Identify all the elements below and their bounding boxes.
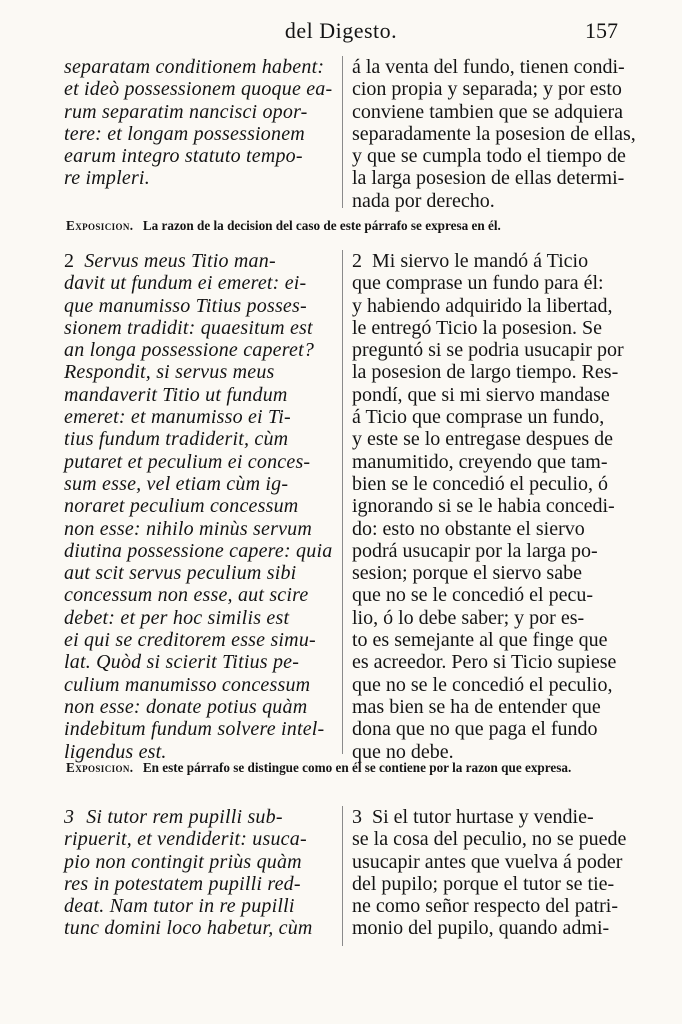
column-divider bbox=[342, 806, 343, 946]
latin-column bbox=[64, 250, 332, 763]
latin-line bbox=[64, 806, 332, 828]
latin-line: non esse: donate potius quàm bbox=[64, 695, 308, 718]
spanish-line: lio, ó lo debe saber; y por es- bbox=[352, 606, 585, 629]
latin-text: Servus meus Titio man- bbox=[84, 250, 276, 272]
spanish-line: nada por derecho. bbox=[352, 189, 495, 212]
spanish-line: y habiendo adquirido la libertad, bbox=[352, 294, 613, 317]
spanish-line: del pupilo; porque el tutor se tie- bbox=[352, 872, 615, 895]
latin-text: Si tutor rem pupilli sub- bbox=[86, 806, 283, 828]
spanish-text: Mi siervo le mandó á Ticio bbox=[372, 250, 589, 272]
exposicion-note-2 bbox=[66, 760, 626, 776]
spanish-column bbox=[352, 56, 636, 212]
paragraph-number: 2 bbox=[352, 250, 362, 272]
exposicion-note-1 bbox=[66, 218, 626, 234]
latin-line: re impleri. bbox=[64, 167, 150, 190]
spanish-line: sesion; porque el siervo sabe bbox=[352, 562, 582, 585]
spanish-line: usucapir antes que vuelva á poder bbox=[352, 850, 623, 873]
spanish-line: que no se le concedió el peculio, bbox=[352, 673, 613, 696]
exposicion-label: Exposicion. bbox=[66, 218, 134, 233]
spanish-line: le entregó Ticio la posesion. Se bbox=[352, 316, 602, 339]
latin-line: pio non contingit priùs quàm bbox=[64, 850, 302, 873]
spanish-column bbox=[352, 806, 627, 940]
spanish-line: se la cosa del peculio, no se puede bbox=[352, 828, 627, 851]
spanish-line: que no debe. bbox=[352, 740, 454, 763]
spanish-line: monio del pupilo, quando admi- bbox=[352, 917, 610, 940]
exposicion-text: En este párrafo se distingue como en él se contiene por la razon que expresa. bbox=[142, 760, 572, 775]
paragraph-number: 2 bbox=[64, 250, 75, 272]
spanish-line: cion propia y separada; y por esto bbox=[352, 78, 622, 101]
spanish-line: do: esto no obstante el siervo bbox=[352, 517, 585, 540]
exposicion-label: Exposicion. bbox=[66, 760, 134, 775]
spanish-line: podrá usucapir por la larga po- bbox=[352, 539, 598, 562]
spanish-text: Si el tutor hurtase y vendie- bbox=[372, 806, 594, 828]
spanish-line: que no se le concedió el pecu- bbox=[352, 584, 594, 607]
spanish-line bbox=[352, 250, 622, 272]
latin-column bbox=[64, 56, 332, 190]
spanish-line: conviene tambien que se adquiera bbox=[352, 100, 623, 123]
latin-line: ripuerit, et vendiderit: usuca- bbox=[64, 828, 307, 851]
latin-line: ei qui se creditorem esse simu- bbox=[64, 629, 316, 652]
latin-line: earum integro statuto tempo- bbox=[64, 145, 303, 168]
spanish-line: la posesion de largo tiempo. Res- bbox=[352, 361, 619, 384]
spanish-line: bien se le concedió el peculio, ó bbox=[352, 472, 609, 495]
latin-line: tere: et longam possessionem bbox=[64, 122, 305, 145]
spanish-line: es acreedor. Pero si Ticio supiese bbox=[352, 651, 617, 674]
spanish-line bbox=[352, 806, 622, 828]
latin-line: indebitum fundum solvere intel- bbox=[64, 718, 325, 741]
latin-line: davit ut fundum ei emeret: ei- bbox=[64, 272, 307, 295]
paragraph-number: 3 bbox=[352, 806, 362, 828]
latin-line bbox=[64, 250, 332, 272]
latin-line: non esse: nihilo minùs servum bbox=[64, 517, 312, 540]
paragraph-number: 3 bbox=[64, 806, 75, 828]
spanish-line: mas bien se ha de entender que bbox=[352, 695, 601, 718]
spanish-column bbox=[352, 250, 622, 763]
spanish-line: á Ticio que comprase un fundo, bbox=[352, 406, 605, 429]
exposicion-text: La razon de la decision del caso de este párrafo se expresa en él. bbox=[142, 218, 501, 233]
latin-column bbox=[64, 806, 332, 940]
latin-line: sum esse, vel etiam cùm ig- bbox=[64, 472, 289, 495]
latin-line: que manumisso Titius posses- bbox=[64, 294, 307, 317]
spanish-line: ne como señor respecto del patri- bbox=[352, 895, 619, 918]
spanish-line: que comprase un fundo para él: bbox=[352, 272, 604, 295]
spanish-line: á la venta del fundo, tienen condi- bbox=[352, 56, 625, 78]
latin-line: rum separatim nancisci opor- bbox=[64, 100, 308, 123]
latin-line: concessum non esse, aut scire bbox=[64, 584, 309, 607]
latin-line: separatam conditionem habent: bbox=[64, 56, 325, 78]
spanish-line: pondí, que si mi siervo mandase bbox=[352, 383, 610, 406]
latin-line: lat. Quòd si scierit Titius pe- bbox=[64, 651, 300, 674]
latin-line: culium manumisso concessum bbox=[64, 673, 311, 696]
spanish-line: preguntó si se podria usucapir por bbox=[352, 339, 624, 362]
latin-line: putaret et peculium ei conces- bbox=[64, 450, 311, 473]
latin-line: res in potestatem pupilli red- bbox=[64, 872, 301, 895]
latin-line: debet: et per hoc similis est bbox=[64, 606, 290, 629]
latin-line: aut scit servus peculium sibi bbox=[64, 562, 297, 585]
latin-line: tius fundum tradiderit, cùm bbox=[64, 428, 289, 451]
spanish-line: dona que no que paga el fundo bbox=[352, 718, 598, 741]
spanish-line: manumitido, creyendo que tam- bbox=[352, 450, 608, 473]
spanish-line: ignorando si se le habia concedi- bbox=[352, 495, 615, 518]
spanish-line: separadamente la posesion de ellas, bbox=[352, 122, 636, 145]
spanish-line: y que se cumpla todo el tiempo de bbox=[352, 145, 626, 168]
page-header bbox=[0, 18, 682, 48]
column-divider bbox=[342, 250, 343, 754]
latin-line: diutina possessione capere: quia bbox=[64, 539, 333, 562]
latin-line: mandaverit Titio ut fundum bbox=[64, 383, 288, 406]
page-number: 157 bbox=[585, 18, 618, 43]
latin-line: an longa possessione caperet? bbox=[64, 339, 315, 362]
column-divider bbox=[342, 56, 343, 208]
spanish-line: y este se lo entregase despues de bbox=[352, 428, 614, 451]
spanish-line: to es semejante al que finge que bbox=[352, 629, 608, 652]
latin-line: noraret peculium concessum bbox=[64, 495, 299, 518]
latin-line: et ideò possessionem quoque ea- bbox=[64, 78, 333, 101]
latin-line: emeret: et manumisso ei Ti- bbox=[64, 406, 291, 429]
running-title: del Digesto. bbox=[284, 18, 398, 43]
latin-line: deat. Nam tutor in re pupilli bbox=[64, 895, 295, 918]
latin-line: sionem tradidit: quaesitum est bbox=[64, 316, 313, 339]
latin-line: Respondit, si servus meus bbox=[64, 361, 275, 384]
latin-line: ligendus est. bbox=[64, 740, 167, 763]
spanish-line: la larga posesion de ellas determi- bbox=[352, 167, 625, 190]
latin-line: tunc domini loco habetur, cùm bbox=[64, 917, 313, 940]
